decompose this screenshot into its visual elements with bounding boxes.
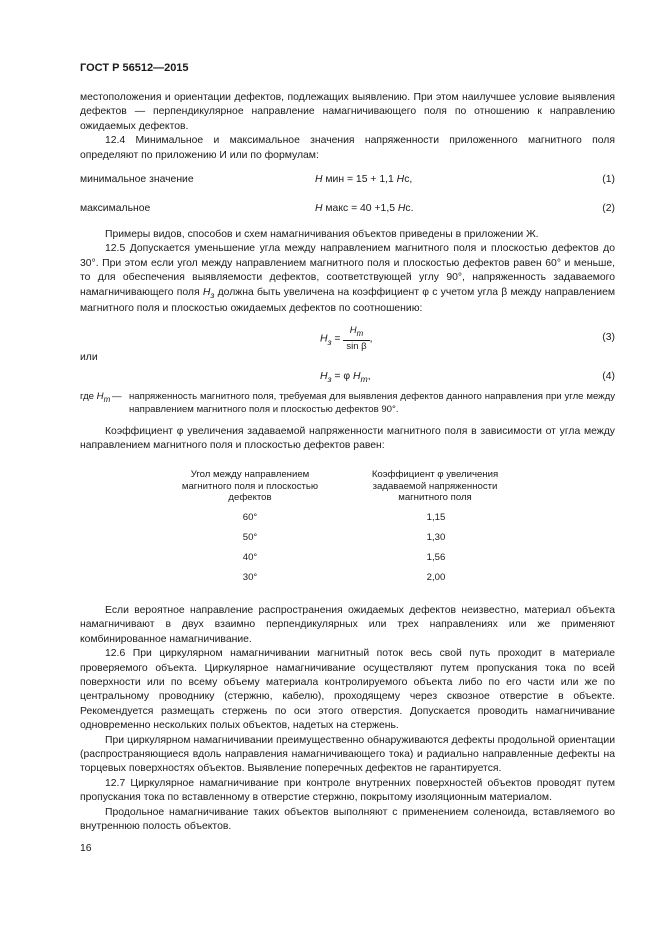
formula-3-number: (3): [602, 332, 615, 343]
paragraph-intro: местоположения и ориентации дефектов, подлежащих выявлению. При этом наилучшее условие выявления дефектов — перпендикулярное направление намагничивающего поля по отношению к направлению ожидаемых дефектов.: [80, 92, 615, 132]
table-header-coefficient: Коэффициент φ увеличения задаваемой напряженности магнитного поля: [371, 469, 499, 503]
table-row: [170, 552, 500, 566]
paragraph-longitudinal: Продольное намагничивание таких объектов выполняют с применением соленоида, вставляемого во внутреннюю полость объектов.: [80, 806, 615, 833]
where-clause: [80, 391, 615, 417]
closing-block: [80, 604, 615, 835]
formula-3-expression: $H_з$ = $\frac{H_m}{\text{sin β}}$ ,: [320, 325, 373, 352]
formula-1: [80, 173, 615, 189]
table-cell-coefficient: 2,00: [426, 572, 446, 583]
table-row: [170, 572, 500, 586]
paragraph-12-6: 12.6 При циркулярном намагничивании магнитный поток весь свой путь проходит в материале проверяемого объекта. Циркулярное намагничивание осуществляют путем пропускания тока по всей поверхности или по всему объему материала контролируемого объекта либо по его части или же по центральному проводнику (стержню, кабелю), проходящему через сквозное отверстие в объекте. Рекомендуется размещать стержень по оси этого отверстия. Допускается проводить намагничивание одновременно нескольких полых объектов, надетых на стержень.: [80, 648, 615, 732]
table-cell-coefficient: 1,30: [426, 532, 446, 543]
table-cell-angle: 40°: [242, 552, 258, 563]
formula-1-number: (1): [602, 174, 615, 185]
table-row: [170, 532, 500, 546]
paragraph-12-7: 12.7 Циркулярное намагничивание при контроле внутренних поверхностей объектов проводят путем пропускания тока по вставленному в отверстие стержню, покрытому изоляционным материалом.: [80, 777, 615, 804]
formula-3: [80, 325, 615, 353]
formula-2-label: максимальное: [80, 203, 151, 214]
formula-2-number: (2): [602, 203, 615, 214]
page-number: 16: [80, 843, 92, 854]
table-cell-angle: 60°: [242, 512, 258, 523]
table-row: [170, 512, 500, 526]
formula-1-expression: H мин = 15 + 1,1 Hc,: [315, 174, 413, 185]
paragraph-direction-unknown: Если вероятное направление распространения ожидаемых дефектов неизвестно, материал объекта намагничивают в двух взаимно перпендикулярных или трех направлениях или же применяют комбинированное намагничивание.: [80, 605, 615, 645]
paragraph-coefficient: Коэффициент φ увеличения задаваемой напряженности магнитного поля в зависимости от угла между направлением магнитного поля и плоскостью дефектов равен:: [80, 426, 615, 452]
where-symbol: где $H_m$: [80, 391, 111, 404]
table-cell-coefficient: 1,15: [426, 512, 446, 523]
formula-2-expression: H макс = 40 +1,5 Hc.: [315, 203, 414, 214]
paragraph-examples: Примеры видов, способов и схем намагничивания объектов приведены в приложении Ж.: [105, 229, 539, 240]
formula-1-label: минимальное значение: [80, 174, 194, 185]
table-cell-coefficient: 1,56: [426, 552, 446, 563]
formula-2: [80, 202, 615, 218]
intro-block: [80, 91, 615, 163]
section-12-5: [80, 228, 615, 317]
paragraph-12-4: 12.4 Минимальное и максимальное значения напряженности приложенного магнитного поля определяют по приложению И или по формулам:: [80, 135, 615, 161]
where-dash: —: [112, 391, 122, 402]
coefficient-paragraph-block: [80, 425, 615, 454]
table-header-angle: Угол между направлением магнитного поля и плоскостью дефектов: [181, 469, 319, 503]
formula-3-fraction: $\frac{H_m}{\text{sin β}}$: [343, 325, 369, 353]
table-cell-angle: 30°: [242, 572, 258, 583]
or-line: [80, 351, 615, 367]
paragraph-12-5: 12.5 Допускается уменьшение угла между направлением магнитного поля и плоскостью дефектов до 30°. При этом если угол между направлением магнитного поля и плоскостью дефектов равен 60° и меньше, то для обеспечения выявляемости дефектов, соответствующей углу 90°, напряженность задаваемого намагничивающего поля $H_з$ должна быть увеличена на коэффициент φ с учетом угла β между направлением магнитного поля и плоскостью ожидаемых дефектов по соотношению:: [80, 243, 615, 315]
document-header: ГОСТ Р 56512—2015: [80, 62, 189, 74]
formula-4-expression: $H_з = \varphi$ $H_m$,: [320, 371, 371, 385]
paragraph-circular-defects: При циркулярном намагничивании преимущественно обнаруживаются дефекты продольной ориентации (распространяющиеся вдоль направления намагничивающего тока) и радиально направленные дефекты на торцевых поверхностях объектов. Выявление поперечных дефектов не гарантируется.: [80, 734, 615, 775]
formula-4-number: (4): [602, 371, 615, 382]
where-definition: напряженность магнитного поля, требуемая для выявления дефектов данного направления при угле между направлением магнитного поля и плоскостью дефектов 90°.: [129, 391, 615, 415]
formula-4: [80, 370, 615, 386]
table-cell-angle: 50°: [242, 532, 258, 543]
or-text: или: [80, 352, 98, 363]
